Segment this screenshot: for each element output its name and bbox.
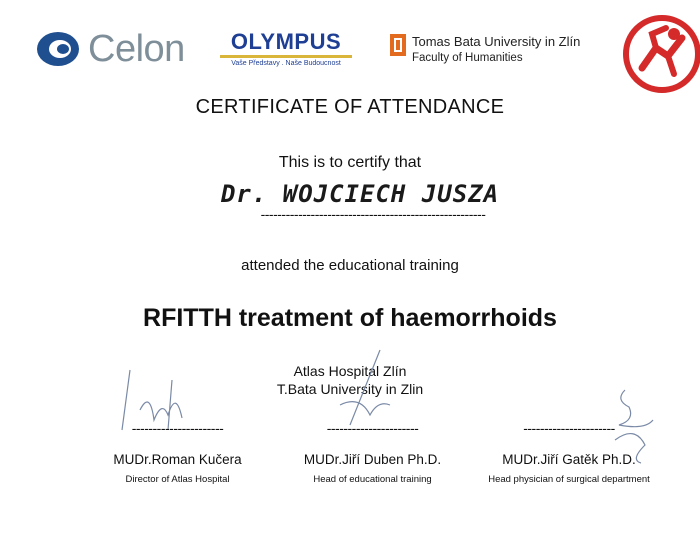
signatory-role: Head of educational training — [313, 474, 432, 485]
signatory-role: Head physician of surgical department — [488, 474, 650, 485]
certify-text: This is to certify that — [278, 154, 422, 171]
signature-line: ---------------------- — [326, 420, 419, 436]
olympus-wordmark: OLYMPUS — [230, 29, 342, 54]
signature-line: ---------------------- — [523, 420, 615, 436]
recipient-underline: ------------------------------------------------------ — [260, 206, 486, 222]
recipient-name: Dr. WOJCIECH JUSZA — [220, 180, 500, 208]
celon-wordmark: Celon — [88, 28, 185, 70]
certificate-title: CERTIFICATE OF ATTENDANCE — [195, 96, 505, 118]
signatory-name: MUDr.Jiří Duben Ph.D. — [303, 452, 442, 467]
institution-block — [0, 362, 700, 398]
signatory-name: MUDr.Roman Kučera — [113, 452, 242, 467]
tbu-name: Tomas Bata University in Zlín — [412, 34, 581, 49]
celon-mark-icon — [36, 31, 80, 67]
institution-university: T.Bata University in Zlin — [276, 381, 424, 397]
signature-line: ---------------------- — [131, 420, 224, 436]
attended-text: attended the educational training — [241, 257, 459, 274]
tbu-mark-icon — [390, 34, 406, 56]
olympus-slogan: Vaše Představy . Naše Budoucnost — [231, 60, 341, 67]
signatory-role: Director of Atlas Hospital — [125, 474, 230, 485]
celon-logo — [36, 28, 196, 70]
olympus-logo — [220, 30, 352, 70]
red-athlete-logo-icon — [612, 8, 700, 96]
tbu-faculty: Faculty of Humanities — [412, 52, 523, 64]
tbu-logo — [390, 32, 590, 68]
course-title: RFITTH treatment of haemorrhoids — [143, 304, 557, 332]
institution-hospital: Atlas Hospital Zlín — [293, 363, 407, 379]
signatory-name: MUDr.Jiří Gatěk Ph.D. — [502, 452, 636, 467]
olympus-gold-bar — [220, 55, 352, 58]
